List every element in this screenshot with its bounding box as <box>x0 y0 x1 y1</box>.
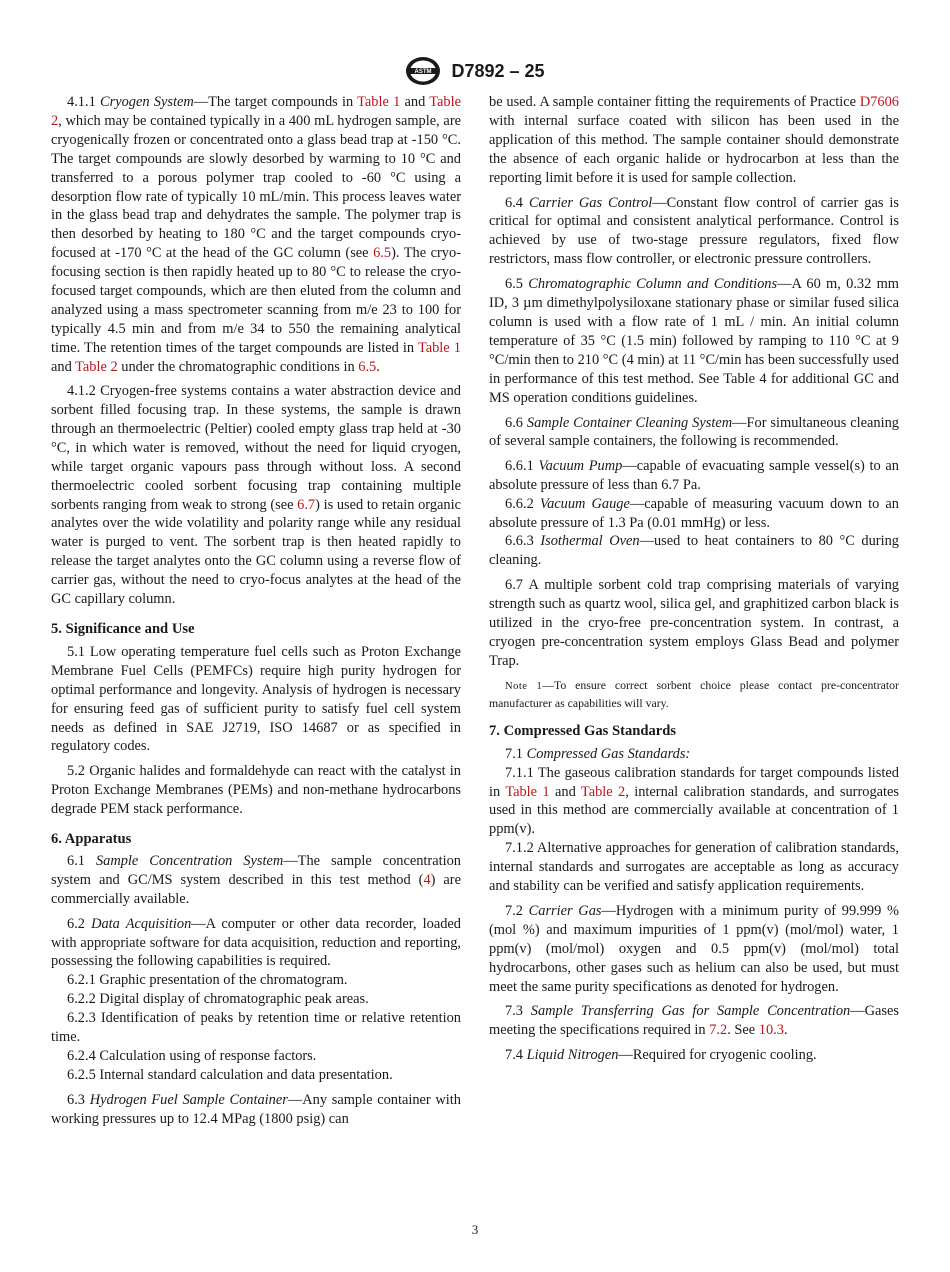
paragraph-6-2-5: 6.2.5 Internal standard calculation and data presentation. <box>67 1066 393 1083</box>
paragraph-7-4: 7.4 Liquid Nitrogen—Required for cryogenic cooling. <box>505 1047 817 1064</box>
section-heading-5: 5. Significance and Use <box>51 620 195 637</box>
link-section-6-5[interactable]: 6.5 <box>358 358 377 375</box>
link-table-1[interactable]: Table 1 <box>357 94 401 110</box>
paragraph-6-6-3: 6.6.3 Isothermal Oven—used to heat containers to 80 °C during cleaning. <box>489 533 899 569</box>
link-section-6-5[interactable]: 6.5 <box>373 245 392 262</box>
right-column <box>489 93 899 1071</box>
link-section-7-2[interactable]: 7.2 <box>709 1022 728 1039</box>
paragraph-6-2: 6.2 Data Acquisition—A computer or other data recorder, loaded with appropriate software for data acquisition, reduction and reporting, possessing the following capabilities is required. <box>51 915 461 970</box>
page-number: 3 <box>471 1222 479 1237</box>
section-heading-6: 6. Apparatus <box>51 830 132 847</box>
paragraph-6-5: 6.5 Chromatographic Column and Conditions—A 60 m, 0.32 mm ID, 3 µm dimethylpolysiloxane stationary phase or similar fused silica column is used with a flow rate of 1 mL / min. An initial column temperature of 35 °C (1.5 min) followed by ramping to 110 °C at 9 °C/min then to 210 °C (4 min) at 11 °C/min has been successfully used in performance of this test method. See Table 4 for additional GC and MS operation conditions guidelines. <box>489 276 899 406</box>
paragraph-6-3: 6.3 Hydrogen Fuel Sample Container—Any sample container with working pressures up to 12.4 MPag (1800 psig) can <box>51 1091 461 1127</box>
paragraph-7-1-2: 7.1.2 Alternative approaches for generation of calibration standards, internal standards and surrogates are acceptable as long as accuracy and stability can be verified and satisfy application requirements. <box>489 840 899 895</box>
paragraph-5-1: 5.1 Low operating temperature fuel cells such as Proton Exchange Membrane Fuel Cells (PEMFCs) require high purity hydrogen for optimal performance and longevity. Analysis of hydrogen is necessary for ensuring feed gas of sufficient purity to satisfy fuel cell system needs as defined in SAE J2719, ISO 14687 or as specified in regulatory codes. <box>51 643 461 755</box>
left-column <box>51 93 461 1134</box>
link-table-2[interactable]: Table 2 <box>580 783 626 800</box>
link-table-1[interactable]: Table 1 <box>417 339 461 356</box>
paragraph-7-1: 7.1 Compressed Gas Standards: <box>505 745 691 762</box>
link-d7606[interactable]: D7606 <box>859 94 899 110</box>
paragraph-6-1: 6.1 Sample Concentration System—The sample concentration system and GC/MS system described in this test method (4) are commercially available. <box>51 853 461 908</box>
paragraph-6-3-continued: be used. A sample container fitting the requirements of Practice D7606 with internal surface coated with silicon has been used in the application of this method. The sample container should demonstrate the absence of each organic halide or hydrocarbon at less than the reporting limit before it is used for sample collection. <box>489 94 899 186</box>
paragraph-6-2-1: 6.2.1 Graphic presentation of the chromatogram. <box>67 972 348 989</box>
astm-logo-icon <box>405 56 441 86</box>
section-heading-7: 7. Compressed Gas Standards <box>489 722 677 739</box>
svg-text:ASTM: ASTM <box>414 69 432 75</box>
paragraph-6-6-1: 6.6.1 Vacuum Pump—capable of evacuating sample vessel(s) to an absolute pressure of less than 6.7 Pa. <box>489 457 899 493</box>
paragraph-7-3: 7.3 Sample Transferring Gas for Sample Concentration—Gases meeting the specifications required in 7.2. See 10.3. <box>489 1003 899 1039</box>
link-table-1[interactable]: Table 1 <box>505 783 550 800</box>
paragraph-6-4: 6.4 Carrier Gas Control—Constant flow control of carrier gas is critical for optimal and consistent analytical performance. Control is achieved by use of two-stage pressure regulators, fixed flow restrictors, mass flow controller, or electronic pressure controllers. <box>489 194 899 268</box>
standard-designation: D7892 – 25 <box>451 60 545 81</box>
paragraph-6-6: 6.6 Sample Container Cleaning System—For simultaneous cleaning of several sample containers, the following is recommended. <box>489 414 900 450</box>
note-1: Note 1—To ensure correct sorbent choice please contact pre-concentrator manufacturer as capabilities will vary. <box>489 677 899 710</box>
paragraph-6-2-2: 6.2.2 Digital display of chromatographic peak areas. <box>67 991 369 1008</box>
paragraph-6-7: 6.7 A multiple sorbent cold trap comprising materials of varying strength such as quartz wool, silica gel, and graphitized carbon black is utilized in the cryo-free pre-concentration system. In contrast, a cryogen pre-concentration system employs Glass Bead and polymer Trap. <box>489 577 899 669</box>
paragraph-6-2-4: 6.2.4 Calculation using of response factors. <box>67 1048 317 1064</box>
paragraph-4-1-2: 4.1.2 Cryogen-free systems contains a water abstraction device and sorbent filled focusing trap. In these systems, the sample is drawn through an thermoelectric (Peltier) cooled empty glass trap held at -30 °C, in which water is removed, without the need for liquid cryogen, while target organic vapours pass through without loss. A second thermoelectric cooled sorbent focusing trap containing multiple sorbents ranging from weak to strong (see 6.7) is used to retain organic analytes over the wide volatility and polarity range while any residual water is purged to vent. The sorbent trap is then heated rapidly to release the target analytes onto the GC column using a reverse flow of carrier gas, without the need to cryo-focus analytes at the head of the GC capillary column. <box>51 383 461 608</box>
page-header <box>0 56 950 86</box>
paragraph-4-1-1: 4.1.1 Cryogen System—The target compounds in Table 1 and Table 2, which may be contained typically in a 400 mL hydrogen sample, are cryogenically frozen or concentrated onto a glass bead trap at -150 °C. The target compounds are slowly desorbed by warming to 10 °C and transferred to a porous polymer trap cooled to -60 °C using a desorption flow rate of typically 10 mL/min. This process leaves water in the glass bead trap and dehydrates the sample. The polymer trap is then desorbed by heating to 180 °C and the target compounds cryo-focused at -170 °C at the head of the GC column (see 6.5). The cryo-focusing section is then rapidly heated up to 80 °C to release the cryo-focused target compounds, which are then eluted from the column and analyzed using a mass spectrometer scanning from m/e 23 to 100 for typically 4.5 min and from m/e 34 to 550 the remaining analytical time. The retention times of the target compounds are listed in Table 1 and Table 2 under the chromatographic conditions in 6.5. <box>51 94 461 375</box>
paragraph-7-1-1: 7.1.1 The gaseous calibration standards for target compounds listed in Table 1 and Table 2, internal calibration standards, and surrogates used in this method are commercially available at concentration of 1 ppm(v). <box>489 764 900 838</box>
paragraph-6-6-2: 6.6.2 Vacuum Gauge—capable of measuring vacuum down to an absolute pressure of 1.3 Pa (0.01 mmHg) or less. <box>489 495 899 531</box>
paragraph-5-2: 5.2 Organic halides and formaldehyde can react with the catalyst in Proton Exchange Membranes (PEMs) and non-methane hydrocarbons degrade PEM stack performance. <box>51 762 461 817</box>
paragraph-7-2: 7.2 Carrier Gas—Hydrogen with a minimum purity of 99.999 % (mol %) and maximum impurities of 1 ppm(v) (mol/mol) water, 1 ppm(v) (mol/mol) oxygen and 0.5 ppm(v) (mol/mol) total hydrocarbons, other gases such as helium can also be used, but must meet the same purity specifications as denoted for hydrogen. <box>489 902 899 995</box>
link-table-2[interactable]: Table 2 <box>75 358 118 375</box>
paragraph-6-2-3: 6.2.3 Identification of peaks by retention time or relative retention time. <box>51 1010 461 1046</box>
link-reference-4[interactable]: 4 <box>423 872 431 889</box>
link-section-10-3[interactable]: 10.3 <box>758 1022 784 1039</box>
link-table-2[interactable]: Table 2 <box>51 94 461 129</box>
link-section-6-7[interactable]: 6.7 <box>297 496 316 513</box>
